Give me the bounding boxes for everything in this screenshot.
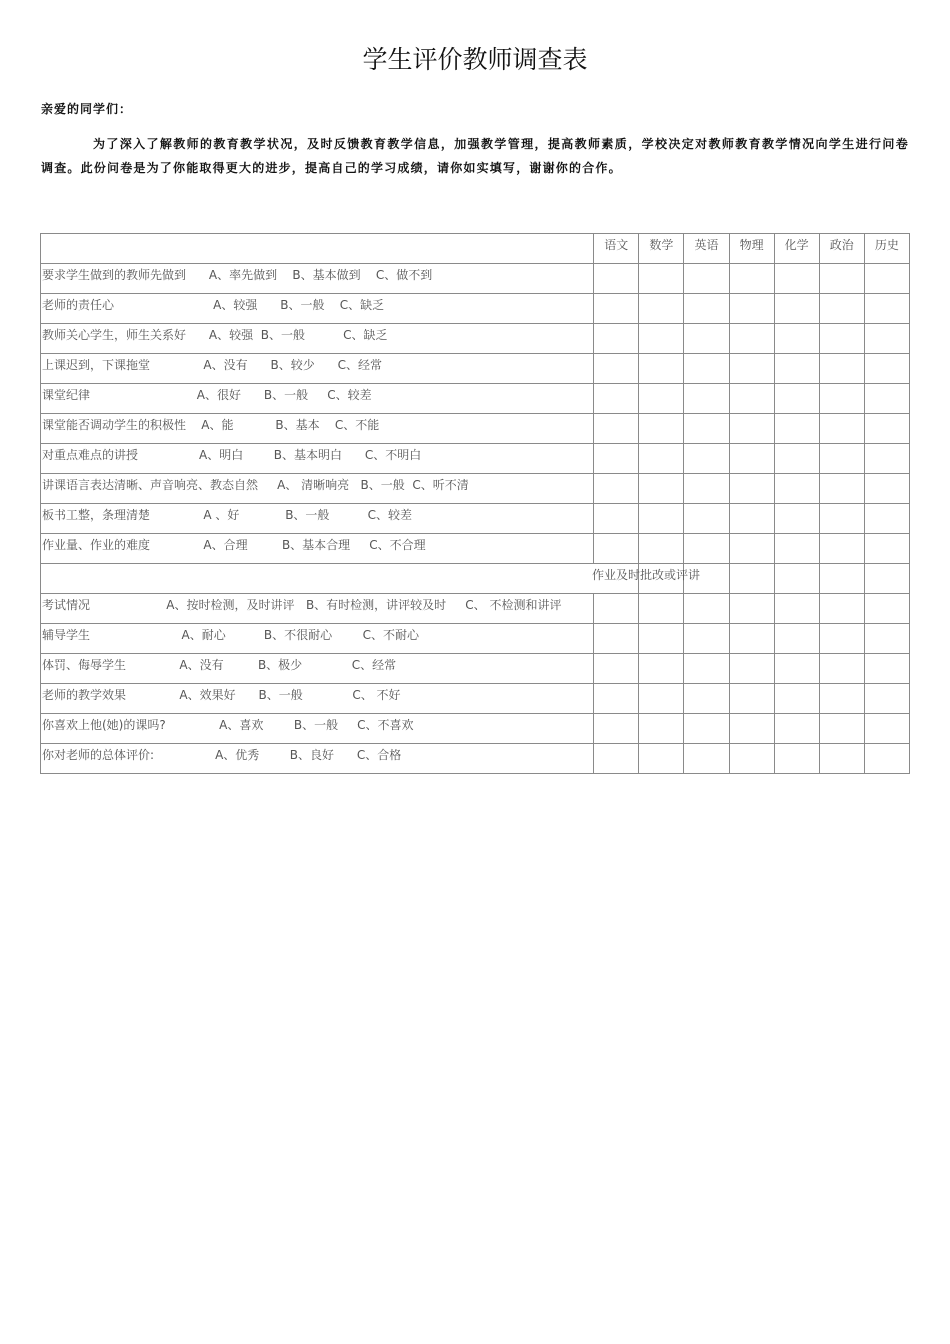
rating-cell[interactable] (639, 714, 684, 744)
rating-cell[interactable] (819, 744, 864, 774)
subject-header-math: 数学 (639, 234, 684, 264)
survey-table (40, 233, 910, 774)
rating-cell[interactable] (684, 624, 729, 654)
table-row (41, 594, 910, 624)
rating-cell[interactable] (864, 744, 909, 774)
rating-cell[interactable] (639, 384, 684, 414)
rating-cell[interactable] (774, 624, 819, 654)
table-row (41, 744, 910, 774)
rating-cell[interactable] (639, 624, 684, 654)
rating-cell[interactable] (684, 714, 729, 744)
rating-cell[interactable] (684, 654, 729, 684)
rating-cell[interactable] (819, 594, 864, 624)
rating-cell[interactable] (684, 294, 729, 324)
rating-cell[interactable] (639, 504, 684, 534)
rating-cell[interactable] (819, 714, 864, 744)
rating-cell[interactable] (774, 294, 819, 324)
rating-cell[interactable] (639, 594, 684, 624)
rating-cell[interactable] (639, 444, 684, 474)
rating-cell[interactable] (684, 534, 729, 564)
rating-cell[interactable] (639, 654, 684, 684)
table-row (41, 534, 910, 564)
question-cell: 教师关心学生，师生关系好 A、较强 B、一般 C、缺乏 (41, 324, 594, 354)
rating-cell[interactable] (819, 294, 864, 324)
rating-cell[interactable] (819, 414, 864, 444)
rating-cell[interactable] (819, 534, 864, 564)
rating-cell[interactable] (819, 654, 864, 684)
rating-cell[interactable] (729, 384, 774, 414)
rating-cell[interactable] (774, 354, 819, 384)
rating-cell[interactable] (594, 504, 639, 534)
rating-cell[interactable] (639, 324, 684, 354)
question-cell: 你喜欢上他(她)的课吗? A、喜欢 B、一般 C、不喜欢 (41, 714, 594, 744)
rating-cell[interactable] (729, 474, 774, 504)
subject-header-chemistry: 化学 (774, 234, 819, 264)
rating-cell[interactable] (594, 294, 639, 324)
rating-cell[interactable] (639, 744, 684, 774)
table-row (41, 444, 910, 474)
question-cell: 考试情况 A、按时检测，及时讲评 B、有时检测，讲评较及时 C、 不检测和讲评 (41, 594, 594, 624)
rating-cell[interactable] (774, 684, 819, 714)
rating-cell[interactable] (639, 294, 684, 324)
table-row (41, 324, 910, 354)
rating-cell[interactable] (594, 264, 639, 294)
question-cell: 作业量、作业的难度 A、合理 B、基本合理 C、不合理 (41, 534, 594, 564)
rating-cell[interactable] (594, 594, 639, 624)
rating-cell[interactable] (684, 324, 729, 354)
rating-cell[interactable] (774, 504, 819, 534)
rating-cell[interactable] (819, 324, 864, 354)
header-row (41, 234, 910, 264)
table-row (41, 654, 910, 684)
rating-cell[interactable] (819, 444, 864, 474)
rating-cell[interactable] (729, 534, 774, 564)
rating-cell[interactable] (684, 384, 729, 414)
rating-cell[interactable] (594, 414, 639, 444)
table-row (41, 294, 910, 324)
rating-cell[interactable] (729, 714, 774, 744)
rating-cell[interactable] (729, 414, 774, 444)
rating-cell[interactable] (864, 354, 909, 384)
rating-cell[interactable] (774, 594, 819, 624)
rating-cell[interactable] (729, 594, 774, 624)
rating-cell[interactable] (729, 264, 774, 294)
rating-cell[interactable] (864, 564, 909, 594)
rating-cell[interactable] (864, 324, 909, 354)
table-row (41, 684, 910, 714)
rating-cell[interactable] (774, 744, 819, 774)
rating-cell[interactable] (864, 714, 909, 744)
rating-cell[interactable] (729, 564, 774, 594)
rating-cell[interactable] (864, 264, 909, 294)
rating-cell[interactable] (819, 684, 864, 714)
question-cell: 体罚、侮辱学生 A、没有 B、极少 C、经常 (41, 654, 594, 684)
page-title: 学生评价教师调查表 (362, 45, 588, 74)
table-row (41, 504, 910, 534)
rating-cell[interactable] (729, 354, 774, 384)
rating-cell[interactable] (774, 474, 819, 504)
question-cell: 讲课语言表达清晰、声音响亮、教态自然 A、 清晰响亮 B、一般 C、听不清 (41, 474, 594, 504)
table-row (41, 414, 910, 444)
question-cell-homework: 作业及时批改或评讲 (41, 564, 639, 594)
rating-cell[interactable] (684, 474, 729, 504)
rating-cell[interactable] (684, 684, 729, 714)
rating-cell[interactable] (864, 504, 909, 534)
rating-cell[interactable] (774, 264, 819, 294)
rating-cell[interactable] (594, 324, 639, 354)
rating-cell[interactable] (819, 264, 864, 294)
salutation: 亲爱的同学们： (41, 102, 133, 116)
rating-cell[interactable] (774, 654, 819, 684)
rating-cell[interactable] (639, 684, 684, 714)
question-cell: 你对老师的总体评价: A、优秀 B、良好 C、合格 (41, 744, 594, 774)
rating-cell[interactable] (864, 594, 909, 624)
rating-cell[interactable] (864, 384, 909, 414)
rating-cell[interactable] (729, 444, 774, 474)
rating-cell[interactable] (594, 684, 639, 714)
rating-cell[interactable] (864, 414, 909, 444)
rating-cell[interactable] (864, 624, 909, 654)
rating-cell[interactable] (864, 294, 909, 324)
rating-cell[interactable] (684, 444, 729, 474)
rating-cell[interactable] (684, 264, 729, 294)
rating-cell[interactable] (819, 354, 864, 384)
rating-cell[interactable] (819, 624, 864, 654)
question-cell: 课堂纪律 A、很好 B、一般 C、较差 (41, 384, 594, 414)
rating-cell[interactable] (594, 534, 639, 564)
rating-cell[interactable] (819, 504, 864, 534)
rating-cell[interactable] (864, 534, 909, 564)
table-row (41, 264, 910, 294)
rating-cell[interactable] (729, 504, 774, 534)
rating-cell[interactable] (594, 714, 639, 744)
table-row-spanned (41, 564, 910, 594)
question-cell: 课堂能否调动学生的积极性 A、能 B、基本 C、不能 (41, 414, 594, 444)
table-row (41, 384, 910, 414)
rating-cell[interactable] (774, 324, 819, 354)
rating-cell[interactable] (729, 744, 774, 774)
question-cell: 辅导学生 A、耐心 B、不很耐心 C、不耐心 (41, 624, 594, 654)
rating-cell[interactable] (684, 414, 729, 444)
question-cell: 对重点难点的讲授 A、明白 B、基本明白 C、不明白 (41, 444, 594, 474)
rating-cell[interactable] (774, 384, 819, 414)
rating-cell[interactable] (864, 444, 909, 474)
rating-cell[interactable] (774, 534, 819, 564)
subject-header-physics: 物理 (729, 234, 774, 264)
rating-cell[interactable] (729, 324, 774, 354)
rating-cell[interactable] (729, 294, 774, 324)
rating-cell[interactable] (639, 354, 684, 384)
rating-cell[interactable] (774, 414, 819, 444)
subject-header-politics: 政治 (819, 234, 864, 264)
question-cell: 老师的教学效果 A、效果好 B、一般 C、 不好 (41, 684, 594, 714)
rating-cell[interactable] (639, 534, 684, 564)
rating-cell[interactable] (594, 354, 639, 384)
rating-cell[interactable] (684, 504, 729, 534)
rating-cell[interactable] (684, 354, 729, 384)
rating-cell[interactable] (819, 564, 864, 594)
rating-cell[interactable] (729, 684, 774, 714)
rating-cell[interactable] (684, 594, 729, 624)
rating-cell[interactable] (594, 624, 639, 654)
subject-header-chinese: 语文 (594, 234, 639, 264)
table-row (41, 624, 910, 654)
rating-cell[interactable] (864, 654, 909, 684)
rating-cell[interactable] (594, 444, 639, 474)
intro-paragraph: 为了深入了解教师的教育教学状况，及时反馈教育教学信息，加强教学管理，提高教师素质，学校决定对教师教育教学情况向学生进行问卷调查。此份问卷是为了你能取得更大的进步，提高自己的学习成绩，请你如实填写，谢谢你的合作。 (41, 137, 909, 175)
rating-cell[interactable] (864, 474, 909, 504)
rating-cell[interactable] (639, 474, 684, 504)
table-row (41, 714, 910, 744)
rating-cell[interactable] (594, 384, 639, 414)
rating-cell[interactable] (774, 564, 819, 594)
subject-header-history: 历史 (864, 234, 909, 264)
rating-cell[interactable] (774, 714, 819, 744)
rating-cell[interactable] (729, 654, 774, 684)
question-cell: 要求学生做到的教师先做到 A、率先做到 B、基本做到 C、做不到 (41, 264, 594, 294)
subject-header-english: 英语 (684, 234, 729, 264)
rating-cell[interactable] (594, 474, 639, 504)
rating-cell[interactable] (639, 414, 684, 444)
question-cell: 老师的责任心 A、较强 B、一般 C、缺乏 (41, 294, 594, 324)
header-question-cell (41, 234, 594, 264)
table-row (41, 474, 910, 504)
rating-cell[interactable] (594, 744, 639, 774)
rating-cell[interactable] (684, 744, 729, 774)
table-row (41, 354, 910, 384)
rating-cell[interactable] (729, 624, 774, 654)
rating-cell[interactable] (819, 474, 864, 504)
question-cell: 上课迟到，下课拖堂 A、没有 B、较少 C、经常 (41, 354, 594, 384)
rating-cell[interactable] (774, 444, 819, 474)
question-cell: 板书工整，条理清楚 A 、好 B、一般 C、较差 (41, 504, 594, 534)
rating-cell[interactable] (639, 264, 684, 294)
rating-cell[interactable] (819, 384, 864, 414)
rating-cell[interactable] (594, 654, 639, 684)
rating-cell[interactable] (864, 684, 909, 714)
